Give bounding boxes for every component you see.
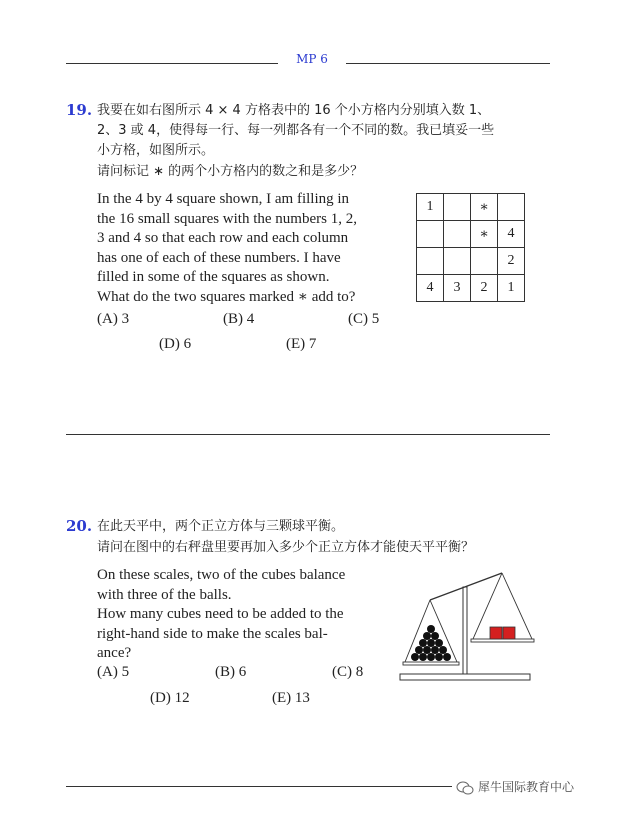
ball bbox=[427, 653, 435, 661]
q19-en-line: the 16 small squares with the numbers 1, 2, bbox=[97, 210, 357, 227]
q19-en-line: 3 and 4 so that each row and each column bbox=[97, 230, 349, 246]
q19-cn-line2: 2、3 或 4，使得每一行、每一列都各有一个不同的数。我已填妥一些 bbox=[97, 123, 495, 138]
ball bbox=[423, 646, 431, 654]
grid-cell bbox=[498, 194, 525, 221]
q19-number: 19. bbox=[66, 101, 93, 119]
balls-pyramid bbox=[411, 625, 451, 661]
grid-cell: 4 bbox=[498, 221, 525, 248]
grid-cell: 2 bbox=[471, 275, 498, 302]
q19-option-b: (B) 4 bbox=[223, 311, 255, 327]
grid-cell bbox=[417, 248, 444, 275]
grid-cell: 4 bbox=[417, 275, 444, 302]
q19-cn-line1: 我要在如右图所示 4 × 4 方格表中的 16 个小方格内分别填入数 1、 bbox=[97, 103, 491, 118]
section-divider bbox=[66, 434, 550, 435]
q20-en-line: ance? bbox=[97, 645, 132, 661]
grid-cell: ∗ bbox=[471, 221, 498, 248]
ball bbox=[431, 632, 439, 640]
wechat-icon bbox=[456, 780, 474, 794]
q20-option-b: (B) 6 bbox=[215, 664, 247, 680]
q20-en-line: with three of the balls. bbox=[97, 586, 232, 603]
grid-cell: 1 bbox=[498, 275, 525, 302]
ball bbox=[427, 625, 435, 633]
q20-en-line: right-hand side to make the scales bal- bbox=[97, 625, 328, 642]
ball bbox=[439, 646, 447, 654]
ball bbox=[419, 639, 427, 647]
grid-cell: ∗ bbox=[471, 194, 498, 221]
q20-option-d: (D) 12 bbox=[150, 690, 190, 706]
left-pan bbox=[403, 662, 459, 665]
page-header-label: MP 6 bbox=[296, 52, 328, 66]
scales-figure bbox=[395, 565, 535, 687]
ball bbox=[435, 653, 443, 661]
q20-option-a: (A) 5 bbox=[97, 664, 130, 680]
q19-option-a: (A) 3 bbox=[97, 311, 130, 327]
q19-en-line: What do the two squares marked ∗ add to? bbox=[97, 288, 356, 305]
q20-option-c: (C) 8 bbox=[332, 664, 364, 680]
q19-en-line: In the 4 by 4 square shown, I am filling in bbox=[97, 191, 350, 207]
q19-option-d: (D) 6 bbox=[159, 336, 192, 352]
q20-cn-line1: 在此天平中，两个正立方体与三颗球平衡。 bbox=[97, 519, 345, 534]
q20-english-text bbox=[97, 566, 387, 664]
grid-cell bbox=[471, 248, 498, 275]
grid-cell bbox=[444, 248, 471, 275]
q19-option-c: (C) 5 bbox=[348, 311, 380, 327]
grid-cell bbox=[444, 221, 471, 248]
grid-cell: 2 bbox=[498, 248, 525, 275]
q19-grid-figure bbox=[416, 193, 525, 302]
ball bbox=[435, 639, 443, 647]
q19-option-e: (E) 7 bbox=[286, 336, 317, 352]
q19-en-line: filled in some of the squares as shown. bbox=[97, 269, 330, 285]
watermark bbox=[452, 778, 578, 795]
cube bbox=[490, 627, 502, 639]
ball bbox=[411, 653, 419, 661]
cubes-group bbox=[490, 627, 515, 639]
right-pan bbox=[471, 639, 534, 642]
grid-cell bbox=[417, 221, 444, 248]
scales-base bbox=[400, 674, 530, 680]
q19-en-line: has one of each of these numbers. I have bbox=[97, 249, 341, 266]
cube bbox=[503, 627, 515, 639]
scales-pillar bbox=[463, 587, 467, 674]
grid-row bbox=[417, 275, 525, 302]
q20-number: 20. bbox=[66, 517, 93, 535]
q20-en-line: How many cubes need to be added to the bbox=[97, 606, 344, 622]
q19-cn-line4: 请问标记 ∗ 的两个小方格内的数之和是多少？ bbox=[97, 164, 364, 179]
q20-cn-line2: 请问在图中的右秤盘里要再加入多少个正立方体才能使天平平衡？ bbox=[97, 540, 475, 555]
grid-row bbox=[417, 194, 525, 221]
ball bbox=[443, 653, 451, 661]
q19-english-text bbox=[97, 190, 397, 307]
ball bbox=[415, 646, 423, 654]
q19-cn-line3: 小方格，如图所示。 bbox=[97, 143, 215, 158]
q20-en-line: On these scales, two of the cubes balance bbox=[97, 567, 346, 583]
grid-cell bbox=[444, 194, 471, 221]
watermark-text: 犀牛国际教育中心 bbox=[478, 780, 575, 794]
grid-row bbox=[417, 221, 525, 248]
grid-cell: 1 bbox=[417, 194, 444, 221]
ball bbox=[419, 653, 427, 661]
ball bbox=[427, 639, 435, 647]
ball bbox=[431, 646, 439, 654]
ball bbox=[423, 632, 431, 640]
q20-option-e: (E) 13 bbox=[272, 690, 310, 706]
grid-cell: 3 bbox=[444, 275, 471, 302]
q19-grid bbox=[416, 193, 525, 302]
header-rule-right bbox=[346, 63, 550, 64]
grid-row bbox=[417, 248, 525, 275]
